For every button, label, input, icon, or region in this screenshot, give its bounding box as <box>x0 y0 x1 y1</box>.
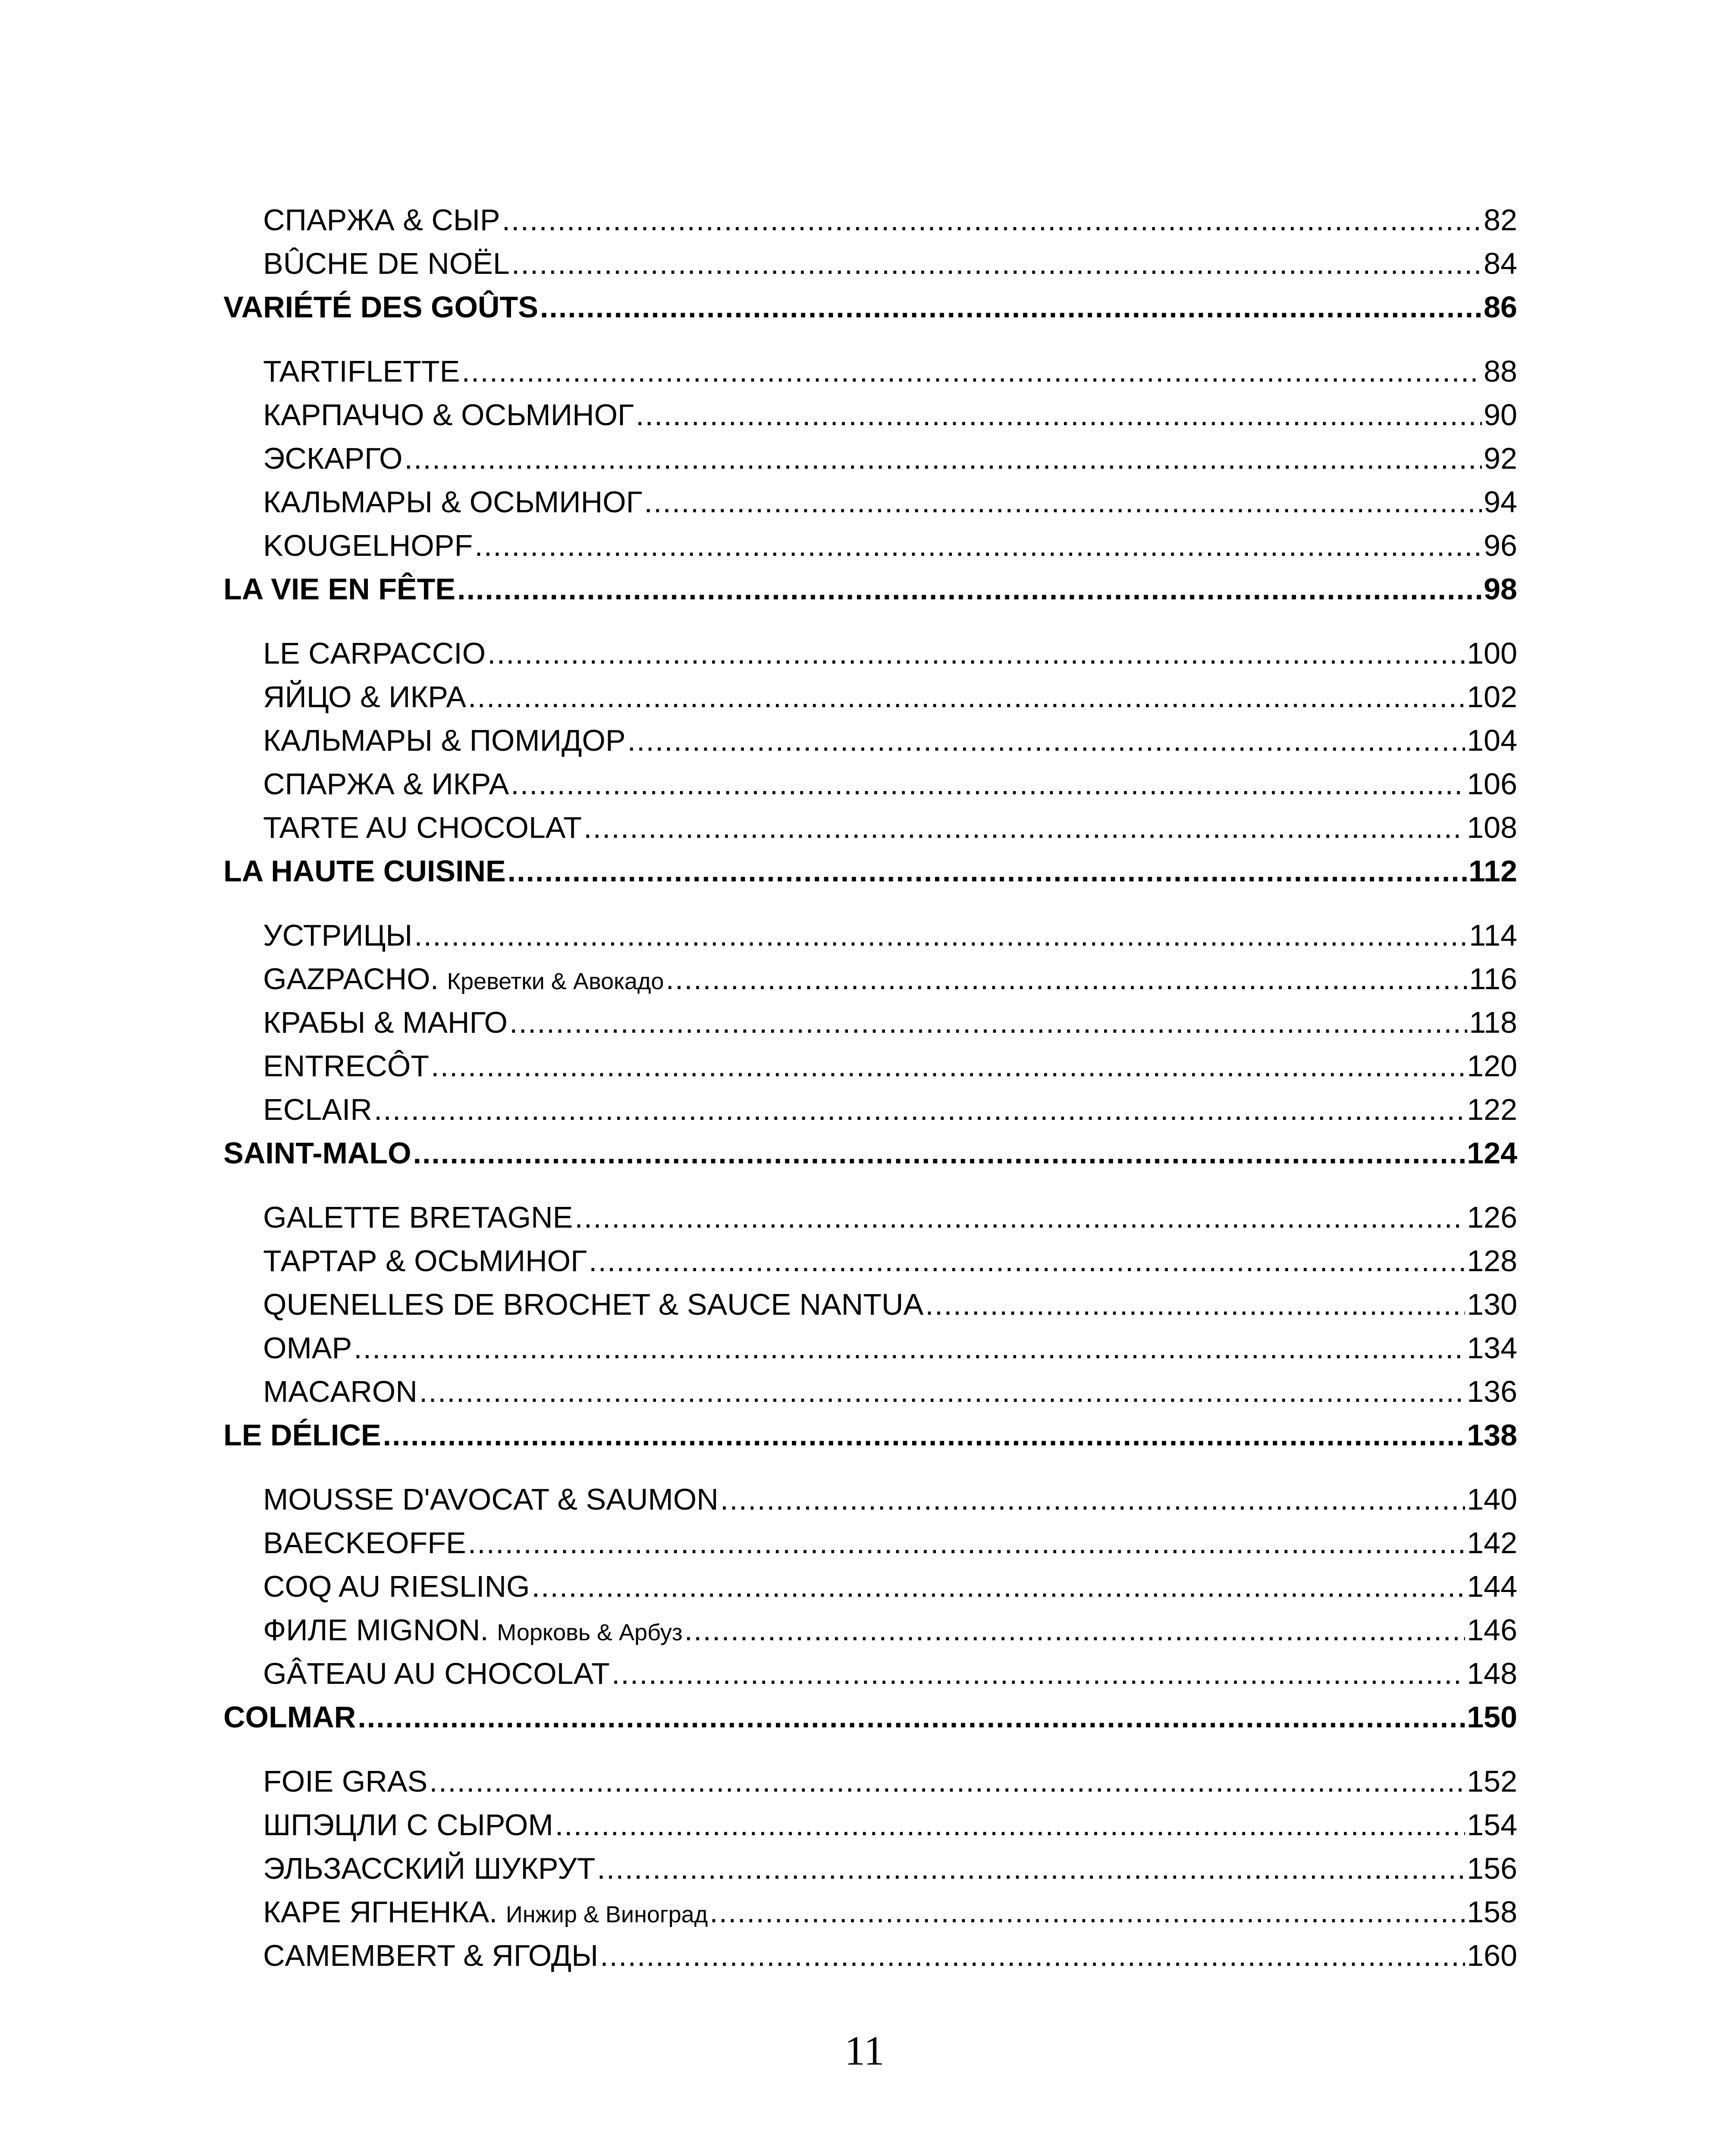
toc-title-text: CAMEMBERT & ЯГОДЫ <box>263 1939 599 1972</box>
toc-entry-row <box>223 1044 1517 1088</box>
toc-title-text: LA VIE EN FÊTE <box>223 572 456 606</box>
toc-entry-title <box>263 1196 573 1239</box>
toc-title-text: TARTE AU CHOCOLAT <box>263 811 582 844</box>
toc-title-text: GÂTEAU AU CHOCOLAT <box>263 1657 610 1690</box>
toc-title-text: TARTIFLETTE <box>263 354 460 388</box>
toc-page-number: 106 <box>1467 767 1517 801</box>
dot-leader <box>511 242 1482 285</box>
toc-entry-row <box>223 1934 1517 1977</box>
dot-leader <box>509 1001 1467 1044</box>
toc-section-title <box>223 1131 411 1175</box>
dot-leader <box>600 1934 1465 1977</box>
toc-page-number: 154 <box>1467 1808 1517 1842</box>
toc-page-number: 142 <box>1467 1526 1517 1560</box>
dot-leader <box>487 632 1465 675</box>
toc-title-text: ТАРТАР & ОСЬМИНОГ <box>263 1244 587 1278</box>
toc-title-text: ФИЛЕ MIGNON. <box>263 1613 489 1647</box>
toc-title-text: VARIÉTÉ DES GOÛTS <box>223 290 538 324</box>
toc-entry-row <box>223 480 1517 524</box>
toc-entry-row <box>223 1890 1517 1934</box>
toc-section-row <box>223 1695 1517 1739</box>
toc-title-text: COQ AU RIESLING <box>263 1570 530 1603</box>
toc-entry-title <box>263 957 664 1003</box>
dot-leader <box>665 957 1467 1001</box>
toc-title-text: LE CARPACCIO <box>263 636 486 670</box>
toc-section-row <box>223 1131 1517 1175</box>
dot-leader <box>612 1652 1465 1695</box>
toc-page-number: 82 <box>1484 203 1517 237</box>
toc-entry-row <box>223 762 1517 806</box>
toc-title-text: BAECKEOFFE <box>263 1526 466 1560</box>
dot-leader <box>684 1608 1465 1652</box>
toc-entry-title <box>263 632 486 675</box>
toc-page-number: 92 <box>1484 442 1517 475</box>
toc-entry-row <box>223 1608 1517 1652</box>
toc-title-text: КАЛЬМАРЫ & ОСЬМИНОГ <box>263 485 643 519</box>
toc-entry-title <box>263 198 500 242</box>
dot-leader <box>404 437 1482 480</box>
toc-entry-title <box>263 1608 683 1655</box>
toc-entry-row <box>223 1760 1517 1803</box>
toc-entry-title <box>263 480 643 524</box>
dot-leader <box>508 849 1467 893</box>
toc-entry-row <box>223 524 1517 567</box>
dot-leader <box>584 806 1465 849</box>
toc-title-text: КАРЕ ЯГНЕНКА. <box>263 1895 498 1929</box>
toc-entry-title <box>263 524 473 567</box>
toc-entry-row <box>223 632 1517 675</box>
toc-page-number: 128 <box>1467 1244 1517 1278</box>
dot-leader <box>589 1239 1465 1283</box>
dot-leader <box>419 1370 1465 1413</box>
dot-leader <box>709 1890 1465 1934</box>
toc-entry-title <box>263 1652 610 1695</box>
dot-leader <box>644 480 1482 524</box>
toc-entry-row <box>223 1565 1517 1608</box>
toc-entry-row <box>223 957 1517 1001</box>
toc-page-number: 104 <box>1467 724 1517 757</box>
toc-entry-title <box>263 1088 372 1131</box>
page-number: 11 <box>844 2028 885 2074</box>
toc-entry-title <box>263 675 466 719</box>
toc-title-text: ЯЙЦО & ИКРА <box>263 680 466 714</box>
toc-entry-title <box>263 762 509 806</box>
toc-entry-title <box>263 1521 466 1565</box>
toc-section-row <box>223 1413 1517 1457</box>
toc-page-number: 160 <box>1467 1939 1517 1972</box>
toc-entry-title <box>263 1847 595 1890</box>
toc-page-number: 122 <box>1467 1093 1517 1126</box>
dot-leader <box>468 675 1465 719</box>
toc-page-number: 90 <box>1484 398 1517 432</box>
dot-leader <box>374 1088 1465 1131</box>
toc-title-text: ЭЛЬЗАССКИЙ ШУКРУТ <box>263 1852 596 1885</box>
toc-section-row <box>223 849 1517 893</box>
dot-leader <box>414 914 1467 957</box>
toc-entry-title <box>263 806 582 849</box>
toc-entry-title <box>263 1239 587 1283</box>
toc-entry-title <box>263 437 402 480</box>
toc-page-number: 134 <box>1467 1331 1517 1365</box>
toc-section-row <box>223 567 1517 611</box>
toc-title-text: СПАРЖА & СЫР <box>263 203 500 237</box>
toc-title-text: MOUSSE D'AVOCAT & SAUMON <box>263 1482 719 1516</box>
toc-entry-row <box>223 350 1517 393</box>
toc-entry-title <box>263 719 626 762</box>
toc-section-title <box>223 849 506 893</box>
toc-entry-row <box>223 437 1517 480</box>
toc-page-number: 96 <box>1484 529 1517 562</box>
toc-entry-title <box>263 1044 429 1088</box>
toc-title-text: SAINT-MALO <box>223 1136 411 1170</box>
toc-entry-row <box>223 393 1517 437</box>
toc-page-number: 140 <box>1467 1482 1517 1516</box>
dot-leader <box>628 719 1465 762</box>
dot-leader <box>636 393 1482 437</box>
toc-subtitle-text: Креветки & Авокадо <box>447 968 664 994</box>
toc-page-number: 100 <box>1467 636 1517 670</box>
toc-entry-row <box>223 1088 1517 1131</box>
toc-entry-row <box>223 1001 1517 1044</box>
toc-page-number: 86 <box>1484 290 1517 324</box>
toc-entry-row <box>223 1370 1517 1413</box>
toc-entry-row <box>223 1196 1517 1239</box>
toc-title-text: OMAP <box>263 1331 352 1365</box>
toc-page-number: 136 <box>1467 1375 1517 1408</box>
toc-title-text: ENTRECÔT <box>263 1049 429 1083</box>
toc-entry-title <box>263 1370 417 1413</box>
toc-page-number: 98 <box>1484 572 1517 606</box>
dot-leader <box>540 285 1482 329</box>
toc-title-text: УСТРИЦЫ <box>263 918 413 952</box>
toc-entry-row <box>223 675 1517 719</box>
toc-title-text: КАЛЬМАРЫ & ПОМИДОР <box>263 724 626 757</box>
toc-title-text: СПАРЖА & ИКРА <box>263 767 509 801</box>
toc-title-text: GAZPACHO. <box>263 962 439 996</box>
toc-title-text: КРАБЫ & МАНГО <box>263 1006 508 1039</box>
toc-entry-title <box>263 1001 508 1044</box>
toc-page-number: 118 <box>1469 1006 1517 1039</box>
toc-page-number: 150 <box>1467 1700 1517 1734</box>
toc-entry-title <box>263 1326 352 1370</box>
toc-section-title <box>223 1695 356 1739</box>
dot-leader <box>457 567 1482 611</box>
toc-entry-row <box>223 198 1517 242</box>
toc-page-number: 88 <box>1484 354 1517 388</box>
toc-title-text: KOUGELHOPF <box>263 529 473 562</box>
toc-entry-row <box>223 242 1517 285</box>
dot-leader <box>429 1760 1465 1803</box>
toc-page-number: 108 <box>1467 811 1517 844</box>
toc-title-text: КАРПАЧЧО & ОСЬМИНОГ <box>263 398 634 432</box>
toc-title-text: ECLAIR <box>263 1093 372 1126</box>
toc-entry-row <box>223 1803 1517 1847</box>
dot-leader <box>354 1326 1465 1370</box>
toc-section-title <box>223 567 455 611</box>
toc-entry-row <box>223 1239 1517 1283</box>
toc-entry-title <box>263 1283 923 1326</box>
toc-entry-title <box>263 393 634 437</box>
toc-page-number: 144 <box>1467 1570 1517 1603</box>
toc-entry-row <box>223 1652 1517 1695</box>
toc-section-title <box>223 1413 381 1457</box>
dot-leader <box>474 524 1482 567</box>
toc-entry-row <box>223 1326 1517 1370</box>
toc-title-text: LA HAUTE CUISINE <box>223 854 506 888</box>
toc-title-text: LE DÉLICE <box>223 1418 381 1452</box>
toc-page-number: 94 <box>1484 485 1517 519</box>
dot-leader <box>358 1695 1465 1739</box>
toc-page-number: 114 <box>1469 918 1517 952</box>
toc-title-text: FOIE GRAS <box>263 1764 428 1798</box>
toc-page-number: 120 <box>1467 1049 1517 1083</box>
toc-entry-title <box>263 1934 598 1977</box>
toc-section-row <box>223 285 1517 329</box>
dot-leader <box>925 1283 1465 1326</box>
toc-entry-title <box>263 242 510 285</box>
toc-entry-row <box>223 1847 1517 1890</box>
toc-page-number: 130 <box>1467 1288 1517 1321</box>
toc-entry-row <box>223 806 1517 849</box>
dot-leader <box>461 350 1482 393</box>
toc-title-text: COLMAR <box>223 1700 356 1734</box>
toc-title-text: ШПЭЦЛИ С СЫРОМ <box>263 1808 553 1842</box>
dot-leader <box>383 1413 1465 1457</box>
toc-entry-title <box>263 1890 708 1937</box>
toc-page-number: 126 <box>1467 1200 1517 1234</box>
dot-leader <box>720 1478 1465 1521</box>
toc-page-number: 112 <box>1469 854 1517 888</box>
dot-leader <box>511 762 1465 806</box>
toc-entry-row <box>223 1521 1517 1565</box>
dot-leader <box>502 198 1482 242</box>
toc-entry-title <box>263 1478 719 1521</box>
toc-entry-title <box>263 1760 427 1803</box>
toc-entry-title <box>263 350 460 393</box>
table-of-contents <box>223 198 1517 1977</box>
dot-leader <box>597 1847 1465 1890</box>
toc-entry-row <box>223 1283 1517 1326</box>
toc-entry-row <box>223 719 1517 762</box>
toc-subtitle-text: Морковь & Арбуз <box>497 1620 683 1645</box>
dot-leader <box>555 1803 1465 1847</box>
toc-entry-title <box>263 1803 553 1847</box>
toc-title-text: BÛCHE DE NOËL <box>263 247 510 280</box>
dot-leader <box>574 1196 1465 1239</box>
toc-page-number: 156 <box>1467 1852 1517 1885</box>
dot-leader <box>413 1131 1465 1175</box>
dot-leader <box>531 1565 1465 1608</box>
toc-page-number: 116 <box>1469 962 1517 996</box>
toc-section-title <box>223 285 538 329</box>
toc-entry-row <box>223 1478 1517 1521</box>
toc-page-number: 146 <box>1467 1613 1517 1647</box>
toc-page-number: 84 <box>1484 247 1517 280</box>
dot-leader <box>468 1521 1465 1565</box>
toc-title-text: MACARON <box>263 1375 417 1408</box>
toc-entry-title <box>263 914 412 957</box>
toc-page-number: 138 <box>1467 1418 1517 1452</box>
toc-title-text: GALETTE BRETAGNE <box>263 1200 573 1234</box>
toc-subtitle-text: Инжир & Виноград <box>505 1902 708 1927</box>
toc-entry-row <box>223 914 1517 957</box>
toc-entry-title <box>263 1565 530 1608</box>
toc-page-number: 148 <box>1467 1657 1517 1690</box>
toc-title-text: QUENELLES DE BROCHET & SAUCE NANTUA <box>263 1288 924 1321</box>
toc-page-number: 124 <box>1467 1136 1517 1170</box>
toc-page-number: 152 <box>1467 1764 1517 1798</box>
toc-page-number: 158 <box>1467 1895 1517 1929</box>
toc-page-number: 102 <box>1467 680 1517 714</box>
toc-title-text: ЭСКАРГО <box>263 442 403 475</box>
dot-leader <box>431 1044 1465 1088</box>
